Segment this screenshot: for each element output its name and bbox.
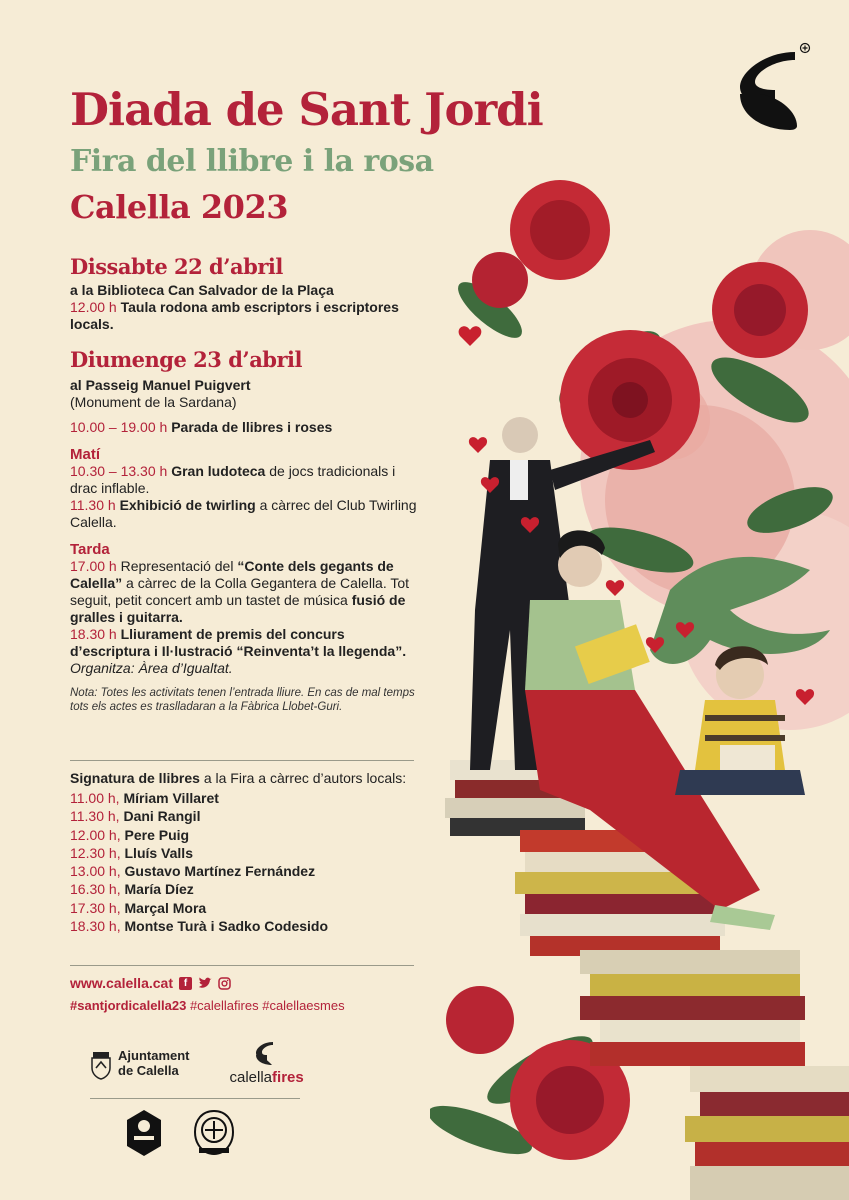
coat-of-arms-icon [90,1046,112,1080]
morning-event-1-time: 10.30 – 13.30 h [70,463,168,479]
signing-time: 16.30 h, [70,881,121,898]
signing-intro [70,770,420,787]
signing-intro-bold: Signatura de llibres [70,770,200,786]
saturday-event [70,299,420,333]
saturday-section [70,255,420,333]
signing-row [70,899,420,917]
twirling-club-badge-icon [193,1108,235,1158]
morning-event-2-text: a càrrec del Club Twirling Calella. [70,497,417,530]
afternoon-event-1-pre: Representació del [116,558,238,574]
signing-section [70,770,420,935]
signing-author: Dani Rangil [123,808,201,825]
signing-row [70,826,420,844]
sunday-all-day [70,419,420,436]
ajuntament-line1: Ajuntament [118,1048,190,1063]
morning-event-1-bold: Gran ludoteca [171,463,266,479]
saturday-event-time: 12.00 h [70,299,117,315]
afternoon-event-2 [70,626,420,677]
afternoon-event-1-title: “Conte dels gegants de Calella” [70,558,394,591]
collage-illustration [430,170,849,1200]
signing-time: 12.00 h, [70,826,121,843]
hashtags [70,998,345,1013]
signing-list [70,789,420,935]
afternoon-event-1 [70,558,420,626]
signing-row [70,844,420,862]
calellafires-logo [230,1040,304,1086]
calella-fires-logo-icon [735,42,815,132]
partner-logos [125,1108,235,1158]
sunday-location-note: (Monument de la Sardana) [70,394,237,410]
signing-author: Lluís Valls [124,844,193,861]
all-day-text: Parada de llibres i roses [171,419,333,435]
signing-author: Marçal Mora [124,899,207,916]
calellafires-text-a: calella [229,1069,273,1086]
website-row [70,975,231,991]
facebook-icon[interactable]: f [179,977,192,990]
morning-label: Matí [70,446,100,463]
signing-time: 11.00 h, [70,790,120,806]
signing-row [70,807,420,825]
morning-event-2 [70,497,420,531]
all-day-time: 10.00 – 19.00 h [70,419,168,435]
signing-time: 13.00 h, [70,863,121,880]
saturday-heading: Dissabte 22 d’abril [70,254,283,279]
ajuntament-logo [90,1046,190,1080]
signing-row [70,789,420,807]
signing-author: María Díez [124,881,194,898]
sunday-heading: Diumenge 23 d’abril [70,347,302,372]
colla-gegants-badge-icon [125,1108,163,1158]
sunday-location: al Passeig Manuel Puigvert [70,377,251,393]
sunday-section [70,348,420,714]
activities-note: Nota: Totes les activitats tenen l’entrada lliure. En cas de mal temps tots els actes es traslladaran a la Fàbrica Llobet-Guri. [70,687,415,713]
signing-time: 11.30 h, [70,808,120,825]
saturday-event-text: Taula rodona amb escriptors i escriptores locals. [70,299,399,332]
sponsor-logos [90,1040,304,1086]
hashtag-others: #calellafires #calellaesmes [186,998,345,1013]
calellafires-mark-icon [253,1040,281,1066]
divider-3 [90,1098,300,1099]
signing-author: Míriam Villaret [123,790,219,806]
website-link[interactable]: www.calella.cat [70,975,173,991]
morning-event-1-text: de jocs tradicionals i drac inflable. [70,463,396,496]
ajuntament-line2: de Calella [118,1063,179,1078]
signing-row [70,917,420,935]
signing-author: Gustavo Martínez Fernández [124,863,316,880]
morning-event-1 [70,463,420,497]
calellafires-text-b: fires [272,1069,304,1086]
afternoon-event-2-organizer: Organitza: Àrea d’Igualtat. [70,660,233,676]
afternoon-event-2-text: Lliurament de premis del concurs d’escriptura i Il·lustració “Reinventa’t la llegenda”. [70,626,407,659]
afternoon-event-1-music: fusió de gralles i guitarra. [70,592,406,625]
signing-author: Pere Puig [124,826,190,843]
signing-time: 12.30 h, [70,844,121,861]
poster-subtitle: Fira del llibre i la rosa [70,144,434,179]
afternoon-event-1-mid: a càrrec de la Colla Gegantera de Calella. Tot seguit, petit concert amb un tastet de música [70,575,410,608]
morning-event-2-bold: Exhibició de twirling [119,497,256,513]
hashtag-main: #santjordicalella23 [70,998,187,1013]
signing-row [70,862,420,880]
afternoon-label: Tarda [70,541,110,558]
signing-intro-text: a la Fira a càrrec d’autors locals: [199,770,407,786]
poster-place-year: Calella 2023 [70,188,288,226]
morning-event-2-time: 11.30 h [70,497,116,513]
divider-2 [70,965,414,966]
poster-title: Diada de Sant Jordi [70,83,543,136]
afternoon-event-2-time: 18.30 h [70,626,117,642]
signing-time: 18.30 h, [70,918,121,935]
signing-row [70,880,420,898]
instagram-icon[interactable] [218,977,231,990]
signing-time: 17.30 h, [70,899,121,916]
divider-1 [70,760,414,761]
saturday-location: a la Biblioteca Can Salvador de la Plaça [70,282,334,298]
signing-author: Montse Turà i Sadko Codesido [124,918,329,935]
afternoon-event-1-time: 17.00 h [70,558,117,574]
twitter-icon[interactable] [198,977,212,990]
